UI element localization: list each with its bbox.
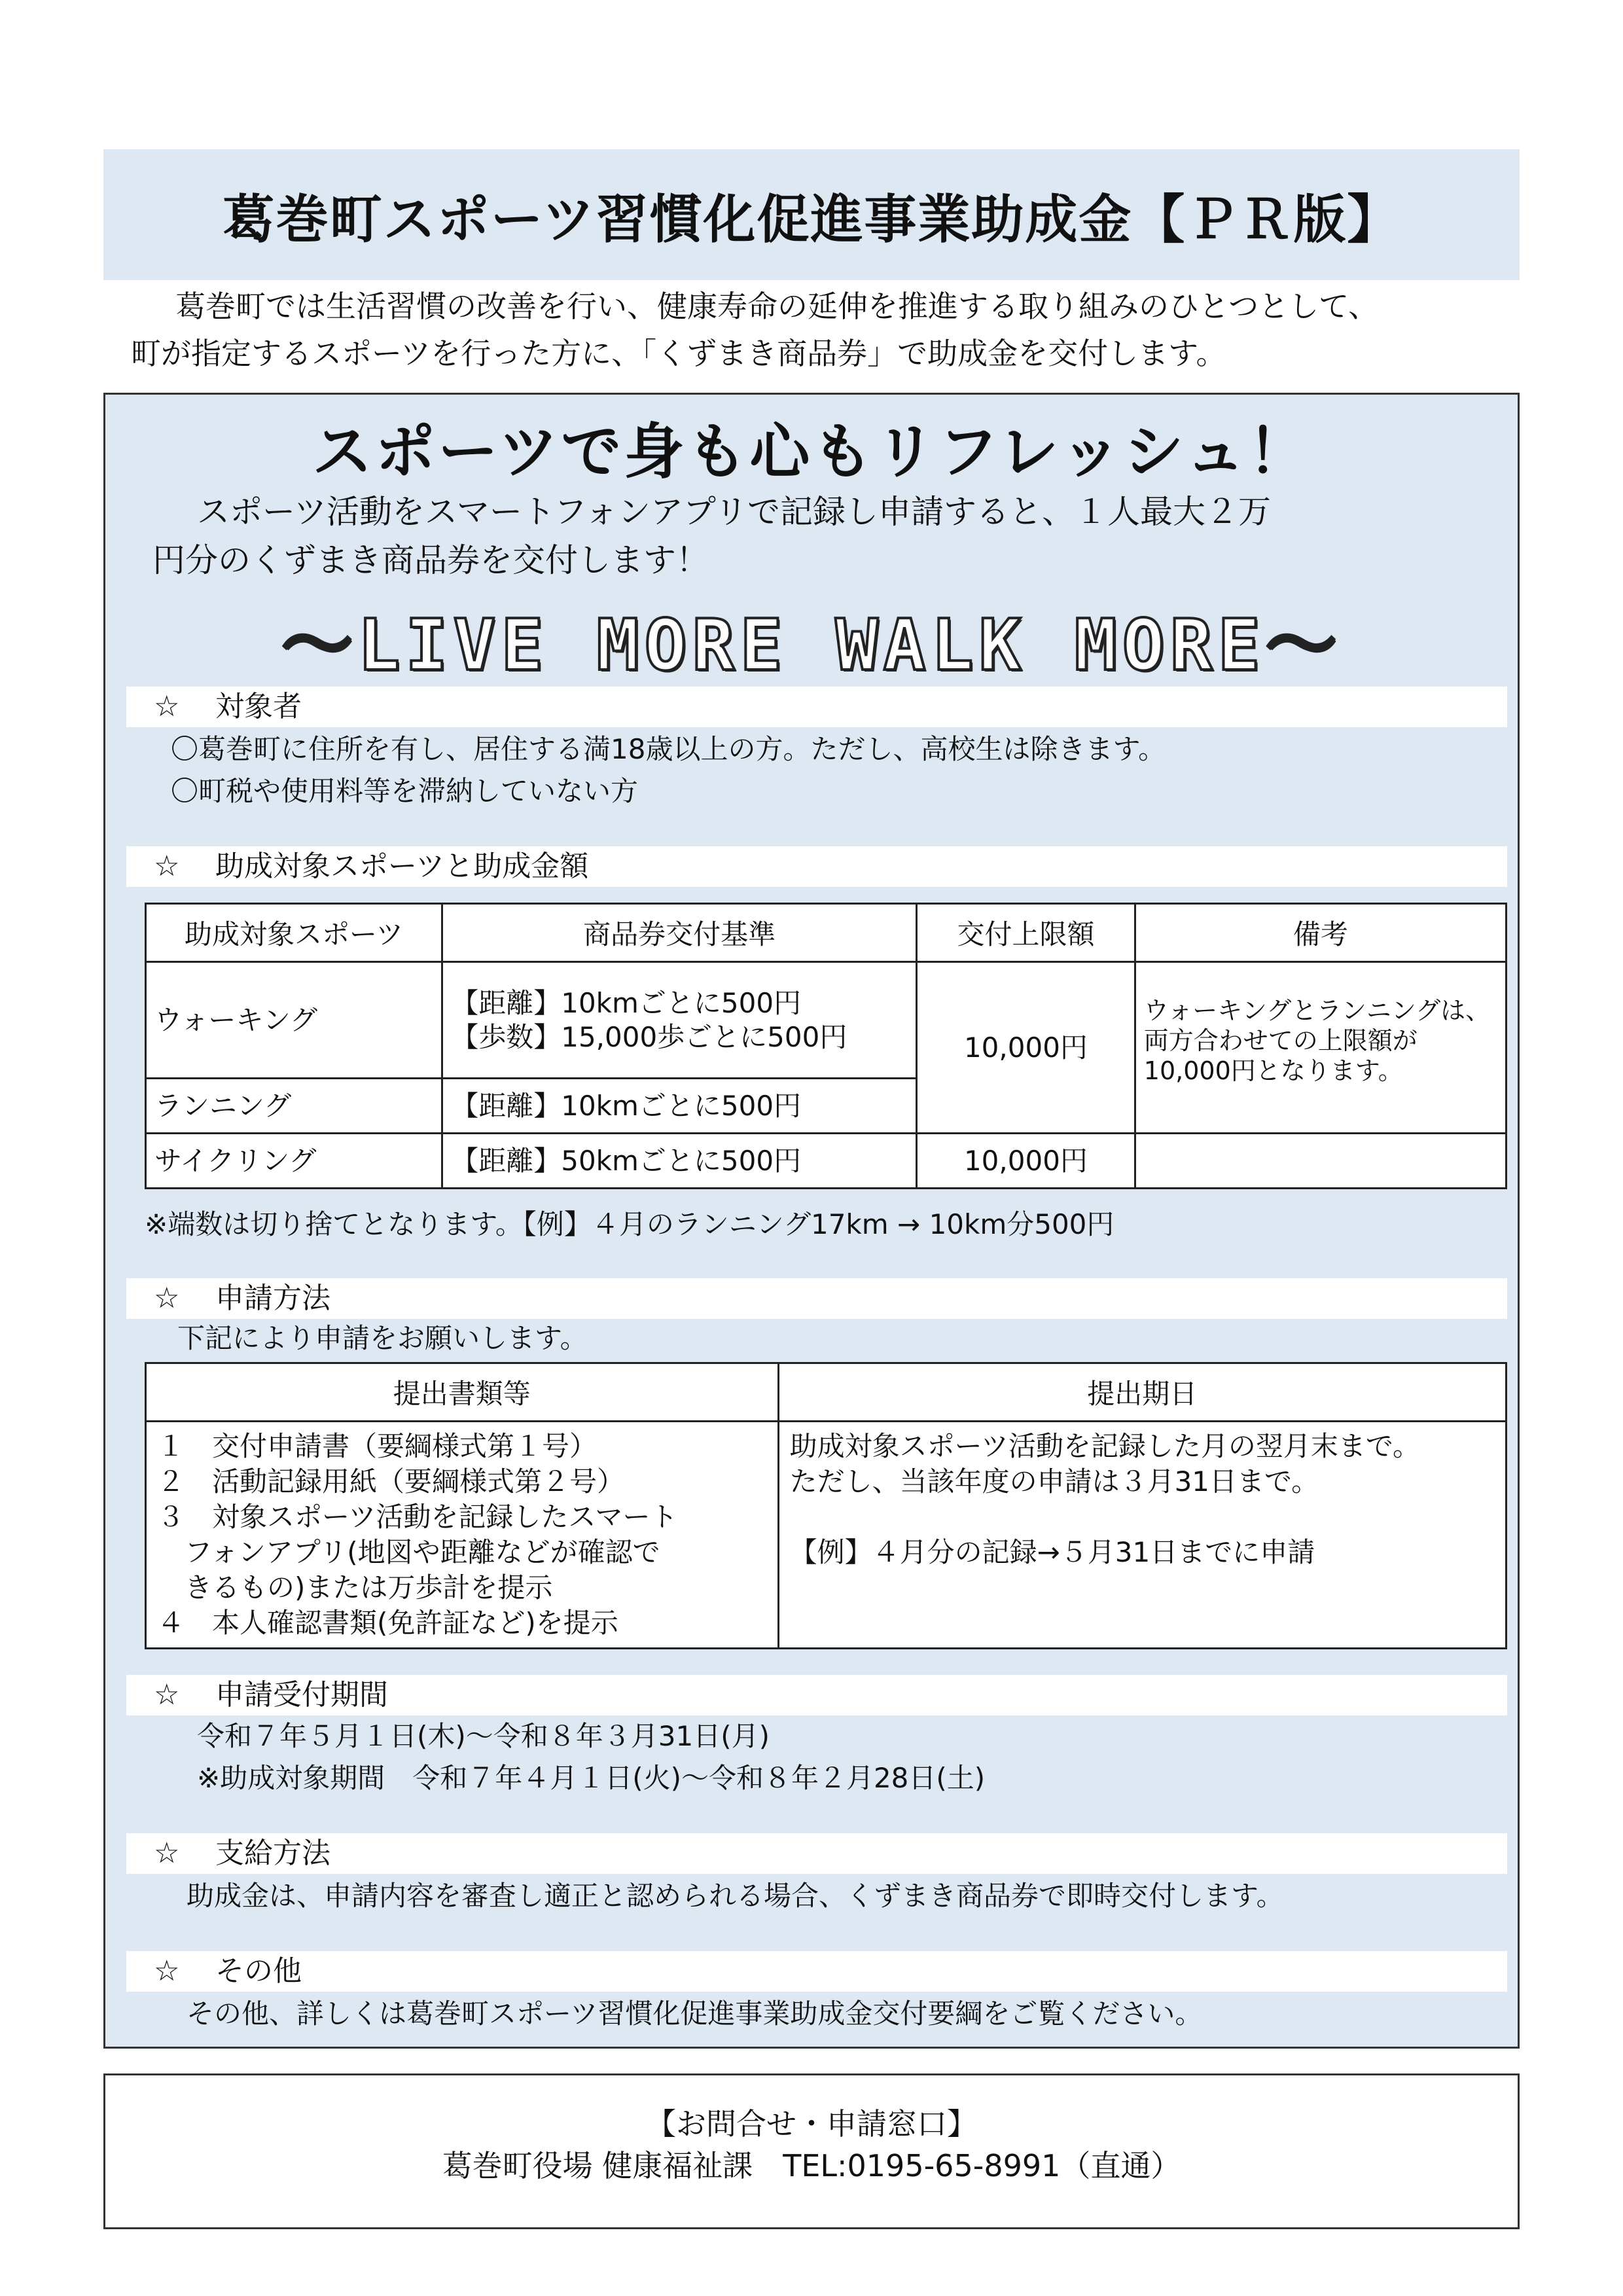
lead-line-2: 円分のくずまき商品券を交付します！ — [152, 541, 709, 579]
note-cell — [1135, 1134, 1506, 1189]
intro-line-2: 町が指定するスポーツを行った方に、「くずまき商品券」で助成金を交付します。 — [131, 336, 1226, 371]
table-header: 交付上限額 — [917, 904, 1135, 962]
section-sports — [126, 846, 1507, 887]
table-header: 助成対象スポーツ — [146, 904, 442, 962]
section-other — [126, 1951, 1507, 1992]
slogan: ～LIVE MORE WALK MORE～ — [281, 605, 1342, 687]
apply-sub: 下記により申請をお願いします。 — [177, 1322, 588, 1354]
list-item: 〇葛巻町に住所を有し、居住する満18歳以上の方。ただし、高校生は除きます。 — [171, 733, 1166, 765]
headline: スポーツで身も心もリフレッシュ！ — [312, 417, 1311, 487]
period-line-1: 令和７年５月１日(木)～令和８年３月31日(月) — [197, 1720, 770, 1752]
title-banner — [103, 149, 1520, 280]
page-title: 葛巻町スポーツ習慣化促進事業助成金【ＰＲ版】 — [222, 188, 1401, 250]
main-panel — [103, 393, 1520, 2049]
other-text: その他、詳しくは葛巻町スポーツ習慣化促進事業助成金交付要綱をご覧ください。 — [187, 1998, 1203, 2030]
doc-line: １ 交付申請書（要綱様式第１号） — [157, 1430, 597, 1462]
limit-cell: 10,000円 — [917, 1134, 1135, 1189]
shared-limit: 10,000円 — [917, 962, 1135, 1134]
section-apply-heading: 申請方法 — [215, 1282, 330, 1315]
deadline-line: 助成対象スポーツ活動を記録した月の翌月末まで。 — [789, 1430, 1421, 1462]
deadline-spacer — [790, 1499, 1495, 1535]
sport-name: サイクリング — [146, 1134, 442, 1189]
criteria-cell — [442, 962, 917, 1079]
section-period-heading: 申請受付期間 — [215, 1678, 388, 1712]
shared-note: ウォーキングとランニングは、両方合わせての上限額が10,000円となります。 — [1135, 962, 1506, 1134]
section-payment-heading: 支給方法 — [215, 1837, 330, 1870]
period-line-2: ※助成対象期間 令和７年４月１日(火)～令和８年２月28日(土) — [197, 1762, 986, 1794]
doc-line: ４ 本人確認書類(免許証など)を提示 — [157, 1607, 618, 1639]
table-row — [146, 1134, 1507, 1189]
lead-text — [152, 488, 1488, 584]
intro-text — [131, 283, 1505, 377]
deadline-line: ただし、当該年度の申請は３月31日まで。 — [789, 1465, 1319, 1498]
sports-footnote: ※端数は切り捨てとなります。【例】４月のランニング17km → 10km分500円 — [145, 1208, 1115, 1240]
section-sports-heading: 助成対象スポーツと助成金額 — [215, 850, 589, 883]
table-row — [146, 1422, 1507, 1649]
criteria-line: 【歩数】15,000歩ごとに500円 — [451, 1020, 847, 1053]
star-icon: ☆ — [154, 690, 180, 723]
doc-line: ２ 活動記録用紙（要綱様式第２号） — [157, 1465, 625, 1498]
contact-line: 葛巻町役場 健康福祉課 TEL:0195-65-8991（直通） — [442, 2148, 1181, 2183]
contact-box — [103, 2073, 1520, 2229]
doc-line: ３ 対象スポーツ活動を記録したスマート — [157, 1501, 678, 1533]
criteria-line: 【距離】10kmごとに500円 — [451, 986, 802, 1019]
sport-name: ウォーキング — [146, 962, 442, 1079]
table-header-row — [146, 1363, 1507, 1422]
table-header-row — [146, 904, 1507, 962]
apply-table — [145, 1362, 1507, 1649]
section-target-heading: 対象者 — [215, 690, 302, 723]
section-period — [126, 1675, 1507, 1715]
table-header: 提出書類等 — [146, 1363, 779, 1422]
contact-heading: 【お問合せ・申請窓口】 — [646, 2106, 977, 2142]
star-icon: ☆ — [154, 1837, 180, 1870]
lead-line-1: スポーツ活動をスマートフォンアプリで記録し申請すると、１人最大２万 — [197, 493, 1271, 531]
list-item: 〇町税や使用料等を滞納していない方 — [171, 775, 639, 807]
star-icon: ☆ — [154, 1282, 180, 1315]
criteria-line: 【距離】50kmごとに500円 — [442, 1134, 917, 1189]
intro-line-1: 葛巻町では生活習慣の改善を行い、健康寿命の延伸を推進する取り組みのひとつとして、 — [175, 289, 1379, 324]
section-apply — [126, 1278, 1507, 1319]
doc-line: フォンアプリ(地図や距離などが確認で — [157, 1536, 660, 1568]
star-icon: ☆ — [154, 850, 180, 883]
section-payment — [126, 1833, 1507, 1874]
section-other-heading: その他 — [215, 1954, 302, 1988]
payment-text: 助成金は、申請内容を審査し適正と認められる場合、くずまき商品券で即時交付します。 — [187, 1880, 1284, 1912]
star-icon: ☆ — [154, 1954, 180, 1988]
criteria-line: 【距離】10kmごとに500円 — [442, 1079, 917, 1134]
table-header: 提出期日 — [778, 1363, 1506, 1422]
deadline-cell — [778, 1422, 1506, 1649]
section-target — [126, 687, 1507, 727]
table-header: 備考 — [1135, 904, 1506, 962]
target-list — [171, 728, 1166, 812]
docs-cell — [146, 1422, 779, 1649]
doc-line: きるもの)または万歩計を提示 — [157, 1571, 553, 1604]
sports-table — [145, 903, 1507, 1189]
deadline-line: 【例】４月分の記録→５月31日までに申請 — [789, 1536, 1315, 1568]
star-icon: ☆ — [154, 1678, 180, 1712]
table-header: 商品券交付基準 — [442, 904, 917, 962]
period-text — [197, 1715, 985, 1799]
sport-name: ランニング — [146, 1079, 442, 1134]
table-row — [146, 962, 1507, 1079]
